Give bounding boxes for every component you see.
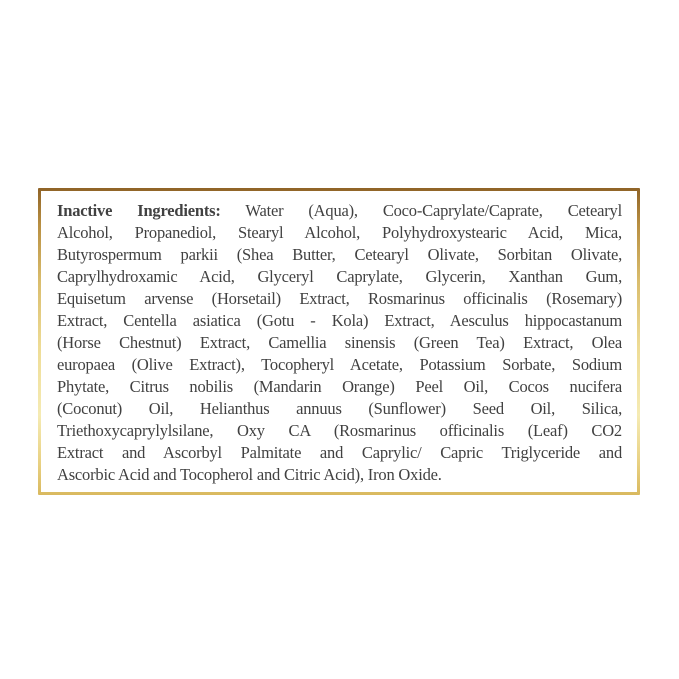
ingredients-line: europaea (Olive Extract), Tocopheryl Acetate, Potassium Sorbate, Sodium [57,355,622,374]
ingredients-line: Caprylhydroxamic Acid, Glyceryl Caprylate, Glycerin, Xanthan Gum, [57,267,622,286]
ingredients-panel [41,191,637,492]
ingredients-line: Extract, Centella asiatica (Gotu - Kola) Extract, Aesculus hippocastanum [57,311,622,330]
ingredients-line: Butyrospermum parkii (Shea Butter, Cetearyl Olivate, Sorbitan Olivate, [57,245,622,264]
ingredients-line-first-rest: Water (Aqua), Coco-Caprylate/Caprate, Cetearyl [245,201,622,220]
ingredients-line: Equisetum arvense (Horsetail) Extract, Rosmarinus officinalis (Rosemary) [57,289,622,308]
ingredients-line-first [57,200,622,222]
ingredients-line: Alcohol, Propanediol, Stearyl Alcohol, Polyhydroxystearic Acid, Mica, [57,223,622,242]
ingredients-line: Extract and Ascorbyl Palmitate and Caprylic/ Capric Triglyceride and [57,443,622,462]
inactive-ingredients-heading: Inactive Ingredients: [57,201,221,220]
ingredients-line: Ascorbic Acid and Tocopherol and Citric Acid), Iron Oxide. [57,465,442,484]
ingredients-text [57,200,622,486]
ingredients-line: (Coconut) Oil, Helianthus annuus (Sunflower) Seed Oil, Silica, [57,399,622,418]
ingredients-line: Phytate, Citrus nobilis (Mandarin Orange) Peel Oil, Cocos nucifera [57,377,622,396]
gold-frame-border [38,188,640,495]
ingredients-lines [57,222,622,486]
ingredients-line: (Horse Chestnut) Extract, Camellia sinensis (Green Tea) Extract, Olea [57,333,622,352]
ingredients-line: Triethoxycaprylylsilane, Oxy CA (Rosmarinus officinalis (Leaf) CO2 [57,421,622,440]
